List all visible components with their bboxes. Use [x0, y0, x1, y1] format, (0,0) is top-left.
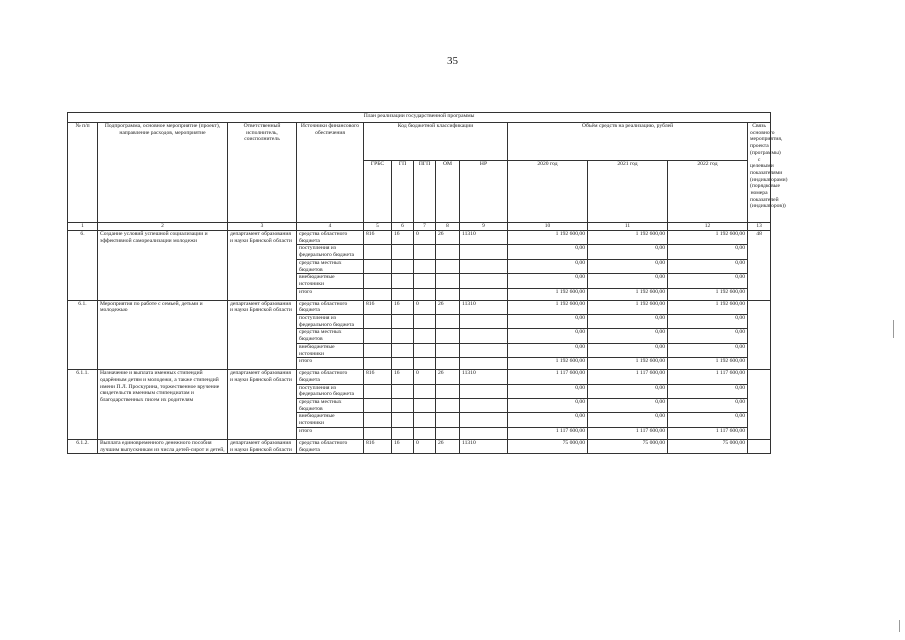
item-name: Мероприятия по работе с семьей, детьми и молодежью [98, 300, 228, 370]
amount-cell: 0,00 [588, 274, 668, 288]
table-row [68, 300, 771, 314]
header-2022: 2022 год [668, 161, 748, 223]
header-link: Связь основного мероприятия, проекта (программы) с целевыми показателями (индикаторами) (порядковые номера показателей (индикаторов)) [748, 123, 771, 223]
budget-code: 26 [436, 439, 460, 453]
item-executor: департамент образования и науки Брянской области [228, 439, 297, 453]
scan-margin-mark [899, 620, 900, 632]
indicator-link [748, 439, 771, 453]
budget-code [364, 245, 392, 259]
budget-code [392, 399, 414, 413]
budget-code: 0 [414, 231, 436, 245]
budget-code [414, 413, 436, 427]
budget-code [364, 329, 392, 343]
budget-code [392, 358, 414, 370]
item-name: Выплата единовременного денежного пособия лучшим выпускникам из числа детей-сирот и детей, [98, 439, 228, 453]
indicator-link: 48 [748, 231, 771, 301]
amount-cell: 0,00 [508, 399, 588, 413]
budget-code [364, 343, 392, 357]
budget-code [414, 384, 436, 398]
budget-code [436, 343, 460, 357]
header-volume: Объём средств на реализацию, рублей [508, 123, 748, 161]
budget-code [414, 315, 436, 329]
budget-code [436, 427, 460, 439]
budget-code [414, 427, 436, 439]
amount-cell: 0,00 [668, 399, 748, 413]
col-number: 4 [297, 223, 364, 231]
item-name: Назначение и выплата именных стипендий одарённым детям и молодежи, а также стипендий имени П.Л. Проскурина, торжественное вручение свидетельств именным стипендиатам и благодарственных писем их родителям [98, 370, 228, 440]
budget-code [414, 245, 436, 259]
amount-cell: 1 192 600,00 [508, 231, 588, 245]
col-number: 8 [436, 223, 460, 231]
budget-code [414, 358, 436, 370]
funding-source: итого [297, 358, 364, 370]
amount-cell: 1 192 600,00 [668, 231, 748, 245]
column-number-row [68, 223, 771, 231]
col-number: 3 [228, 223, 297, 231]
budget-code: 816 [364, 231, 392, 245]
amount-cell: 1 192 600,00 [508, 288, 588, 300]
amount-cell: 1 192 600,00 [588, 288, 668, 300]
table-row [68, 231, 771, 245]
item-name: Создание условий успешной социализации и эффективной самореализации молодежи [98, 231, 228, 301]
budget-code: 0 [414, 300, 436, 314]
funding-source: средства местных бюджетов [297, 259, 364, 273]
budget-code [436, 399, 460, 413]
funding-source: итого [297, 427, 364, 439]
amount-cell: 0,00 [668, 413, 748, 427]
budget-code [364, 413, 392, 427]
funding-source: внебюджетные источники [297, 274, 364, 288]
budget-code [460, 384, 508, 398]
header-om: ОМ [436, 161, 460, 223]
amount-cell: 75 000,00 [588, 439, 668, 453]
budget-code [364, 288, 392, 300]
budget-code [460, 427, 508, 439]
amount-cell: 0,00 [508, 274, 588, 288]
funding-source: итого [297, 288, 364, 300]
budget-code [414, 399, 436, 413]
amount-cell: 0,00 [508, 315, 588, 329]
amount-cell: 0,00 [508, 259, 588, 273]
budget-code: 816 [364, 300, 392, 314]
budget-code [436, 358, 460, 370]
budget-code [460, 274, 508, 288]
item-executor: департамент образования и науки Брянской области [228, 300, 297, 370]
budget-code [392, 259, 414, 273]
budget-code [460, 343, 508, 357]
budget-code [436, 245, 460, 259]
header-2020: 2020 год [508, 161, 588, 223]
amount-cell: 0,00 [508, 343, 588, 357]
budget-code: 26 [436, 231, 460, 245]
amount-cell: 1 117 600,00 [508, 427, 588, 439]
funding-source: средства местных бюджетов [297, 329, 364, 343]
table-row [68, 439, 771, 453]
amount-cell: 0,00 [588, 329, 668, 343]
amount-cell: 1 192 600,00 [588, 358, 668, 370]
header-budget-code: Код бюджетной классификации [364, 123, 508, 161]
amount-cell: 0,00 [508, 245, 588, 259]
funding-source: поступления из федерального бюджета [297, 384, 364, 398]
amount-cell: 1 192 600,00 [668, 288, 748, 300]
indicator-link [748, 370, 771, 440]
budget-code [364, 315, 392, 329]
amount-cell: 1 117 600,00 [508, 370, 588, 384]
col-number: 10 [508, 223, 588, 231]
header-program: Подпрограмма, основное мероприятие (проект), направление расходов, мероприятие [98, 123, 228, 223]
budget-code [414, 343, 436, 357]
budget-code [436, 413, 460, 427]
item-number: 6.1.1. [68, 370, 98, 440]
budget-code [392, 274, 414, 288]
amount-cell: 0,00 [588, 384, 668, 398]
budget-code: 16 [392, 439, 414, 453]
header-num: № п/п [68, 123, 98, 223]
amount-cell: 0,00 [588, 413, 668, 427]
item-number: 6. [68, 231, 98, 301]
budget-code [460, 358, 508, 370]
amount-cell: 0,00 [668, 259, 748, 273]
header-executor: Ответственный исполнитель, соисполнитель [228, 123, 297, 223]
budget-code [460, 329, 508, 343]
funding-source: поступления из федерального бюджета [297, 245, 364, 259]
budget-code [392, 343, 414, 357]
budget-code: 16 [392, 231, 414, 245]
item-executor: департамент образования и науки Брянской области [228, 370, 297, 440]
amount-cell: 0,00 [668, 274, 748, 288]
budget-code [364, 274, 392, 288]
budget-code [460, 288, 508, 300]
col-number: 6 [392, 223, 414, 231]
budget-code [414, 288, 436, 300]
funding-source: средства областного бюджета [297, 439, 364, 453]
amount-cell: 0,00 [668, 343, 748, 357]
header-grbs: ГРБС [364, 161, 392, 223]
amount-cell: 1 192 600,00 [508, 300, 588, 314]
budget-code: 0 [414, 439, 436, 453]
col-number: 2 [98, 223, 228, 231]
page-number: 35 [447, 55, 458, 67]
amount-cell: 0,00 [508, 329, 588, 343]
funding-source: внебюджетные источники [297, 413, 364, 427]
amount-cell: 0,00 [588, 343, 668, 357]
amount-cell: 75 000,00 [668, 439, 748, 453]
header-pgp: ПГП [414, 161, 436, 223]
col-number: 5 [364, 223, 392, 231]
budget-code [414, 259, 436, 273]
amount-cell: 0,00 [508, 413, 588, 427]
budget-code [364, 427, 392, 439]
budget-code [460, 315, 508, 329]
header-gp: ГП [392, 161, 414, 223]
funding-source: средства областного бюджета [297, 231, 364, 245]
amount-cell: 0,00 [588, 259, 668, 273]
budget-code [436, 315, 460, 329]
budget-code [414, 274, 436, 288]
amount-cell: 1 192 600,00 [508, 358, 588, 370]
budget-code [364, 384, 392, 398]
amount-cell: 0,00 [508, 384, 588, 398]
budget-code: 816 [364, 439, 392, 453]
amount-cell: 1 192 600,00 [588, 300, 668, 314]
amount-cell: 1 117 600,00 [588, 427, 668, 439]
amount-cell: 0,00 [668, 315, 748, 329]
budget-code: 11310 [460, 300, 508, 314]
item-executor: департамент образования и науки Брянской области [228, 231, 297, 301]
amount-cell: 0,00 [588, 315, 668, 329]
plan-table [67, 112, 788, 454]
amount-cell: 1 117 600,00 [668, 427, 748, 439]
budget-code [436, 384, 460, 398]
budget-code [436, 329, 460, 343]
amount-cell: 75 000,00 [508, 439, 588, 453]
col-number: 13 [748, 223, 771, 231]
budget-code: 11310 [460, 231, 508, 245]
amount-cell: 0,00 [668, 329, 748, 343]
budget-code [460, 245, 508, 259]
funding-source: средства областного бюджета [297, 300, 364, 314]
budget-code [364, 259, 392, 273]
amount-cell: 0,00 [668, 245, 748, 259]
budget-code [392, 288, 414, 300]
budget-code [460, 399, 508, 413]
amount-cell: 1 117 600,00 [588, 370, 668, 384]
funding-source: средства областного бюджета [297, 370, 364, 384]
indicator-link [748, 300, 771, 370]
budget-code [436, 259, 460, 273]
budget-code [460, 259, 508, 273]
budget-code: 16 [392, 300, 414, 314]
budget-code [364, 358, 392, 370]
funding-source: поступления из федерального бюджета [297, 315, 364, 329]
amount-cell: 0,00 [588, 399, 668, 413]
budget-code [392, 315, 414, 329]
amount-cell: 0,00 [668, 384, 748, 398]
budget-code [392, 427, 414, 439]
funding-source: средства местных бюджетов [297, 399, 364, 413]
col-number: 12 [668, 223, 748, 231]
budget-code: 0 [414, 370, 436, 384]
budget-code [392, 329, 414, 343]
budget-code [460, 413, 508, 427]
item-number: 6.1.2. [68, 439, 98, 453]
col-number: 7 [414, 223, 436, 231]
budget-code [392, 245, 414, 259]
budget-code: 11310 [460, 439, 508, 453]
table-row [68, 370, 771, 384]
budget-code: 26 [436, 370, 460, 384]
budget-code [392, 413, 414, 427]
header-sources: Источники финансового обеспечения [297, 123, 364, 223]
amount-cell: 0,00 [588, 245, 668, 259]
budget-code [364, 399, 392, 413]
amount-cell: 1 192 600,00 [668, 300, 748, 314]
amount-cell: 1 192 600,00 [668, 358, 748, 370]
budget-code: 26 [436, 300, 460, 314]
funding-source: внебюджетные источники [297, 343, 364, 357]
amount-cell: 1 192 600,00 [588, 231, 668, 245]
table-title: План реализации государственной программы [68, 113, 771, 123]
item-number: 6.1. [68, 300, 98, 370]
budget-code [436, 274, 460, 288]
amount-cell: 1 117 600,00 [668, 370, 748, 384]
budget-code [392, 384, 414, 398]
budget-code [436, 288, 460, 300]
header-nr: НР [460, 161, 508, 223]
scan-margin-mark [893, 320, 894, 338]
header-2021: 2021 год [588, 161, 668, 223]
budget-code: 816 [364, 370, 392, 384]
budget-code: 16 [392, 370, 414, 384]
budget-code: 11310 [460, 370, 508, 384]
budget-code [414, 329, 436, 343]
col-number: 9 [460, 223, 508, 231]
col-number: 11 [588, 223, 668, 231]
col-number: 1 [68, 223, 98, 231]
